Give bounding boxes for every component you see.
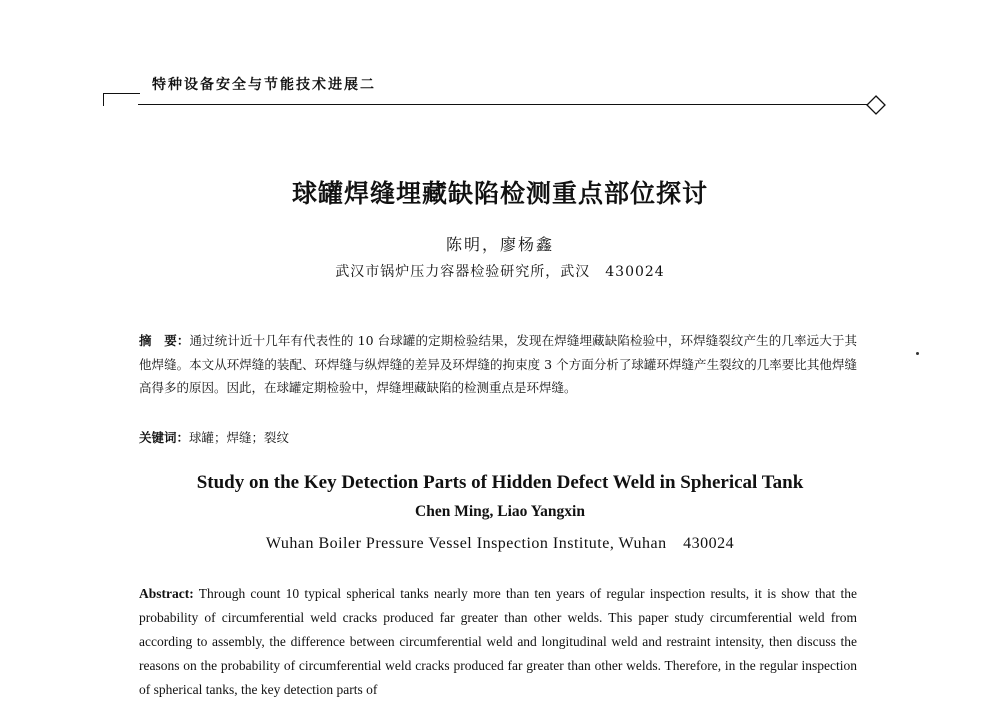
keywords-cn-label: 关键词：: [139, 430, 190, 445]
abstract-en-text: Through count 10 typical spherical tanks nearly more than ten years of regular inspection results, it is show that the probability of circumferential weld cracks produced far greater than other welds. This paper study circumferential weld from according to assembly, the difference between circumferential weld and longitudinal weld and restraint intensity, then discuss the reasons on the probability of circumferential weld cracks produced far greater than other welds. Therefore, in the regular inspection of spherical tanks, the key detection parts of: [139, 586, 857, 697]
paper-title-en: Study on the Key Detection Parts of Hidden Defect Weld in Spherical Tank: [196, 472, 804, 493]
abstract-cn-label: 摘 要：: [139, 333, 190, 348]
abstract-cn: [139, 329, 857, 400]
keywords-cn-text: 球罐；焊缝；裂纹: [189, 430, 290, 445]
authors: 陈明，廖杨鑫: [445, 235, 554, 254]
abstract-en: [139, 582, 857, 702]
header-rule: [138, 104, 868, 105]
affiliation-en: Wuhan Boiler Pressure Vessel Inspection Institute, Wuhan 430024: [265, 535, 735, 552]
keywords-cn: [139, 428, 857, 448]
affiliation: 武汉市锅炉压力容器检验研究所，武汉 430024: [335, 264, 665, 280]
journal-section-title: 特种设备安全与节能技术进展二: [152, 77, 376, 93]
diamond-icon: [866, 95, 886, 115]
authors-en: Chen Ming, Liao Yangxin: [415, 503, 585, 520]
header-rule-bracket: [103, 93, 140, 106]
abstract-cn-text: 通过统计近十几年有代表性的 10 台球罐的定期检验结果，发现在焊缝埋藏缺陷检验中，环焊缝裂纹产生的几率远大于其他焊缝。本文从环焊缝的装配、环焊缝与纵焊缝的差异及环焊缝的拘束度 3 个方面分析了球罐环焊缝产生裂纹的几率要比其他焊缝高得多的原因。因此，在球罐定期检验中，焊缝埋藏缺陷的检测重点是环焊缝。: [139, 333, 857, 395]
paper-title: 球罐焊缝埋藏缺陷检测重点部位探讨: [291, 179, 708, 208]
abstract-en-label: Abstract:: [139, 586, 194, 601]
scan-speck: [916, 352, 919, 355]
